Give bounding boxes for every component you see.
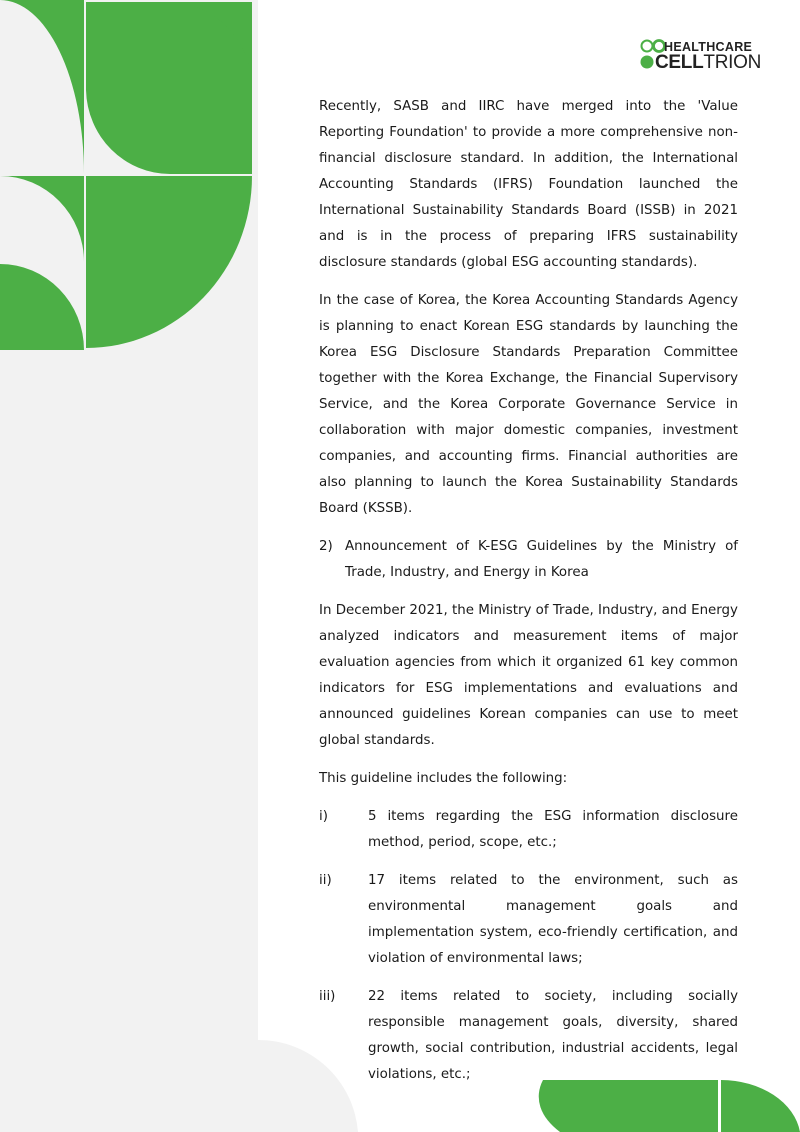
list-item [319, 868, 738, 972]
list-item-number: iii) [319, 989, 336, 1004]
celltrion-healthcare-logo [640, 38, 768, 74]
list-item-number: ii) [319, 873, 332, 888]
paragraph-k-esg-guidelines: In December 2021, the Ministry of Trade, Industry, and Energy analyzed indicators and measurement items of major evaluation agencies from which it organized 61 key common indicators for ESG implementations and evaluations and announced guidelines Korean companies can use to meet global standards. [319, 603, 738, 748]
paragraph-korea-standards: In the case of Korea, the Korea Accounting Standards Agency is planning to enact Korean ESG standards by launching the Korea ESG Disclosure Standards Preparation Committee together with the Korea Exchange, the Financial Supervisory Service, and the Korea Corporate Governance Service in collaboration with major domestic companies, investment companies, and accounting firms. Financial authorities are also planning to launch the Korea Sustainability Standards Board (KSSB). [319, 293, 738, 516]
list-item [319, 984, 738, 1088]
section-heading [319, 534, 738, 586]
logo-celltrion-text: CELLTRION [655, 52, 762, 73]
section-heading-text: Announcement of K-ESG Guidelines by the Ministry of Trade, Industry, and Energy in Korea [345, 539, 738, 580]
logo-healthcare-text: HEALTHCARE [664, 40, 753, 54]
list-item-text: 5 items regarding the ESG information disclosure method, period, scope, etc.; [368, 809, 738, 850]
list-item-text: 22 items related to society, including socially responsible management goals, diversity, shared growth, social contribution, industrial accidents, legal violations, etc.; [368, 989, 738, 1082]
document-body [319, 94, 738, 1100]
list-item-number: i) [319, 809, 328, 824]
paragraph-value-reporting: Recently, SASB and IIRC have merged into the 'Value Reporting Foundation' to provide a more comprehensive non-financial disclosure standard. In addition, the International Accounting Standards (IFRS) Foundation launched the International Sustainability Standards Board (ISSB) in 2021 and is in the process of preparing IFRS sustainability disclosure standards (global ESG accounting standards). [319, 99, 738, 270]
section-heading-number: 2) [319, 539, 333, 554]
list-item-text: 17 items related to the environment, such as environmental management goals and implementation system, eco-friendly certification, and violation of environmental laws; [368, 873, 738, 966]
green-leaf-decoration-top [0, 0, 260, 350]
paragraph-guideline-intro: This guideline includes the following: [319, 771, 568, 786]
list-item [319, 804, 738, 856]
